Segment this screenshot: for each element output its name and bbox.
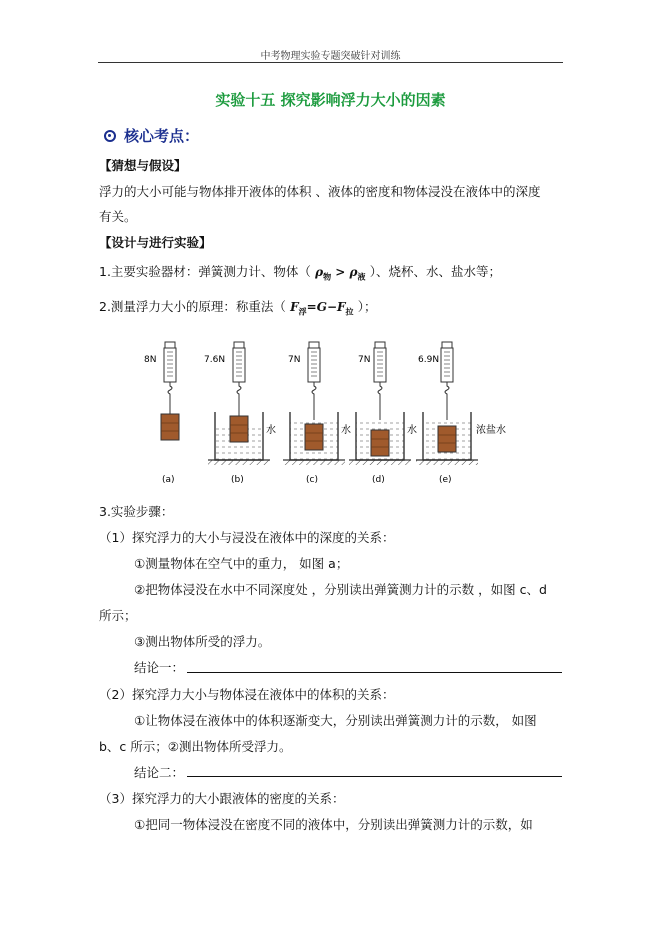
experiment-figure bbox=[138, 336, 528, 488]
step-1b: ②把物体浸没在水中不同深度处 ，分别读出弹簧测力计的示数 ，如图 c、d bbox=[134, 582, 547, 597]
caption-e: (e) bbox=[439, 475, 452, 485]
caption-d: (d) bbox=[372, 475, 385, 485]
conclusion-2-blank[interactable] bbox=[187, 776, 562, 777]
step-2a: ①让物体浸在液体中的体积逐渐变大，分别读出弹簧测力计的示数， 如图 bbox=[134, 713, 537, 728]
step-2b: b、c 所示；②测出物体所受浮力。 bbox=[99, 739, 292, 754]
design-heading: 【设计与进行实验】 bbox=[99, 235, 212, 250]
step-1c: ③测出物体所受的浮力。 bbox=[134, 634, 271, 649]
reading-b: 7.6N bbox=[204, 355, 226, 365]
design-item-1 bbox=[99, 262, 501, 282]
item1-suffix: ）、烧杯、水、盐水等； bbox=[369, 264, 501, 279]
caption-a: (a) bbox=[162, 475, 175, 485]
page-title: 实验十五 探究影响浮力大小的因素 bbox=[215, 91, 446, 109]
key-points-heading bbox=[104, 125, 199, 146]
step-2: （2）探究浮力大小与物体浸在液体中的体积的关系： bbox=[99, 687, 395, 702]
conclusion-2-label: 结论二： bbox=[134, 765, 185, 780]
liquid-label-e: 浓盐水 bbox=[476, 425, 506, 436]
caption-c: (c) bbox=[306, 475, 318, 485]
conclusion-1-label: 结论一： bbox=[134, 660, 185, 675]
reading-d: 7N bbox=[358, 355, 371, 365]
liquid-label-b: 水 bbox=[266, 425, 276, 436]
reading-e: 6.9N bbox=[418, 355, 440, 365]
step-3: （3）探究浮力的大小跟液体的密度的关系： bbox=[99, 791, 345, 806]
buoyancy-formula: $F_浮=G-F_拉$ bbox=[285, 300, 354, 317]
step-3a: ①把同一物体浸没在密度不同的液体中，分别读出弹簧测力计的示数，如 bbox=[134, 817, 533, 832]
key-points-label: 核心考点： bbox=[124, 127, 200, 145]
target-icon bbox=[104, 130, 116, 142]
page-header: 中考物理实验专题突破针对训练 bbox=[260, 51, 401, 62]
reading-c: 7N bbox=[288, 355, 301, 365]
item1-prefix: 1.主要实验器材：弹簧测力计、物体（ bbox=[99, 264, 311, 279]
reading-a: 8N bbox=[144, 355, 157, 365]
step-1: （1）探究浮力的大小与浸没在液体中的深度的关系： bbox=[99, 530, 395, 545]
header-rule bbox=[98, 62, 563, 63]
hypothesis-line-2: 有关。 bbox=[99, 209, 137, 224]
liquid-label-d: 水 bbox=[407, 425, 417, 436]
hypothesis-line-1: 浮力的大小可能与物体排开液体的体积 、液体的密度和物体浸没在液体中的深度 bbox=[99, 184, 541, 199]
liquid-label-c: 水 bbox=[341, 425, 351, 436]
item2-prefix: 2.测量浮力大小的原理：称重法（ bbox=[99, 299, 286, 314]
step-1b-cont: 所示； bbox=[99, 608, 137, 623]
item2-suffix: ）； bbox=[357, 299, 377, 314]
design-item-2 bbox=[99, 297, 376, 317]
conclusion-1-blank[interactable] bbox=[187, 672, 562, 673]
setup-a bbox=[161, 342, 179, 440]
caption-b: (b) bbox=[231, 475, 244, 485]
steps-heading: 3.实验步骤： bbox=[99, 504, 174, 519]
hypothesis-heading: 【猜想与假设】 bbox=[99, 158, 187, 173]
density-formula: $\rho_物 > \rho_液$ bbox=[310, 265, 366, 282]
step-1a: ①测量物体在空气中的重力， 如图 a； bbox=[134, 556, 349, 571]
